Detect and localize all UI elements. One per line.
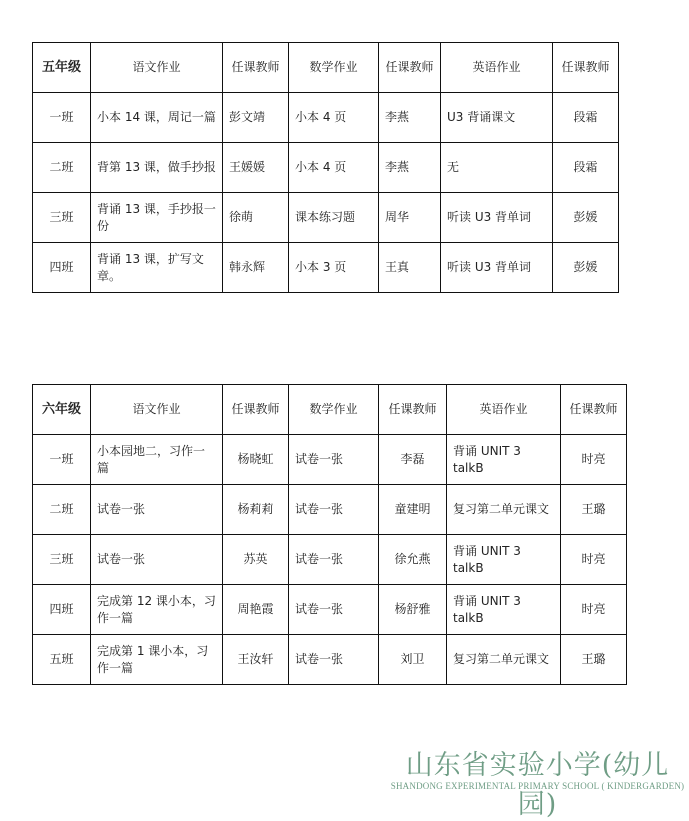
chinese-homework: 完成第 1 课小本，习作一篇 [91, 635, 223, 685]
english-header: 英语作业 [447, 385, 561, 435]
math-teacher: 李燕 [379, 93, 441, 143]
table-row [33, 485, 627, 535]
chinese-teacher: 徐萌 [223, 193, 289, 243]
english-homework: 无 [441, 143, 553, 193]
table-row [33, 435, 627, 485]
math-homework: 试卷一张 [289, 635, 379, 685]
table-row [33, 585, 627, 635]
math-homework: 试卷一张 [289, 435, 379, 485]
class-name: 一班 [33, 435, 91, 485]
chinese-teacher: 王汝轩 [223, 635, 289, 685]
math-teacher: 王真 [379, 243, 441, 293]
math-header: 数学作业 [289, 43, 379, 93]
teacher-header: 任课教师 [223, 385, 289, 435]
math-homework: 小本 4 页 [289, 143, 379, 193]
teacher-header: 任课教师 [379, 385, 447, 435]
table-header-row [33, 385, 627, 435]
grade-label: 六年级 [33, 385, 91, 435]
chinese-teacher: 彭文靖 [223, 93, 289, 143]
english-teacher: 王璐 [561, 635, 627, 685]
grade-label: 五年级 [33, 43, 91, 93]
teacher-header: 任课教师 [561, 385, 627, 435]
math-homework: 试卷一张 [289, 585, 379, 635]
table-row [33, 243, 619, 293]
chinese-homework: 小本园地二，习作一篇 [91, 435, 223, 485]
chinese-homework: 背诵 13 课，手抄报一份 [91, 193, 223, 243]
math-homework: 小本 4 页 [289, 93, 379, 143]
table-row [33, 193, 619, 243]
chinese-teacher: 韩永辉 [223, 243, 289, 293]
math-teacher: 童建明 [379, 485, 447, 535]
math-header: 数学作业 [289, 385, 379, 435]
grade6-homework-table [32, 384, 627, 685]
chinese-homework: 小本 14 课，周记一篇 [91, 93, 223, 143]
math-teacher: 李磊 [379, 435, 447, 485]
table-row [33, 93, 619, 143]
teacher-header: 任课教师 [379, 43, 441, 93]
english-teacher: 时亮 [561, 535, 627, 585]
teacher-header: 任课教师 [553, 43, 619, 93]
english-homework: 复习第二单元课文 [447, 485, 561, 535]
teacher-header: 任课教师 [223, 43, 289, 93]
chinese-homework: 试卷一张 [91, 535, 223, 585]
class-name: 三班 [33, 193, 91, 243]
class-name: 三班 [33, 535, 91, 585]
chinese-teacher: 王媛媛 [223, 143, 289, 193]
english-teacher: 彭媛 [553, 193, 619, 243]
table-row [33, 535, 627, 585]
math-homework: 课本练习题 [289, 193, 379, 243]
chinese-homework: 背第 13 课，做手抄报 [91, 143, 223, 193]
english-homework: 背诵 UNIT 3 talkB [447, 585, 561, 635]
math-teacher: 李燕 [379, 143, 441, 193]
english-teacher: 段霜 [553, 143, 619, 193]
math-teacher: 徐允燕 [379, 535, 447, 585]
class-name: 二班 [33, 143, 91, 193]
chinese-teacher: 杨莉莉 [223, 485, 289, 535]
class-name: 二班 [33, 485, 91, 535]
chinese-teacher: 杨晓虹 [223, 435, 289, 485]
math-homework: 试卷一张 [289, 535, 379, 585]
english-homework: 听读 U3 背单词 [441, 193, 553, 243]
math-teacher: 杨舒雅 [379, 585, 447, 635]
english-teacher: 王璐 [561, 485, 627, 535]
english-teacher: 段霜 [553, 93, 619, 143]
english-homework: 复习第二单元课文 [447, 635, 561, 685]
table-row [33, 143, 619, 193]
chinese-homework: 完成第 12 课小本，习作一篇 [91, 585, 223, 635]
school-logo-english: SHANDONG EXPERIMENTAL PRIMARY SCHOOL ( KINDERGARDEN) [390, 781, 685, 791]
english-homework: 背诵 UNIT 3 talkB [447, 535, 561, 585]
chinese-homework: 试卷一张 [91, 485, 223, 535]
class-name: 四班 [33, 243, 91, 293]
chinese-homework: 背诵 13 课，扩写文章。 [91, 243, 223, 293]
english-header: 英语作业 [441, 43, 553, 93]
english-teacher: 时亮 [561, 585, 627, 635]
grade5-homework-table [32, 42, 619, 293]
class-name: 四班 [33, 585, 91, 635]
math-teacher: 刘卫 [379, 635, 447, 685]
english-homework: 听读 U3 背单词 [441, 243, 553, 293]
class-name: 一班 [33, 93, 91, 143]
table-header-row [33, 43, 619, 93]
table-row [33, 635, 627, 685]
math-teacher: 周华 [379, 193, 441, 243]
class-name: 五班 [33, 635, 91, 685]
math-homework: 小本 3 页 [289, 243, 379, 293]
school-logo-chinese: 山东省实验小学(幼儿园) [405, 750, 670, 820]
english-teacher: 时亮 [561, 435, 627, 485]
math-homework: 试卷一张 [289, 485, 379, 535]
english-teacher: 彭媛 [553, 243, 619, 293]
chinese-teacher: 苏英 [223, 535, 289, 585]
chinese-header: 语文作业 [91, 385, 223, 435]
chinese-teacher: 周艳霞 [223, 585, 289, 635]
chinese-header: 语文作业 [91, 43, 223, 93]
english-homework: U3 背诵课文 [441, 93, 553, 143]
english-homework: 背诵 UNIT 3 talkB [447, 435, 561, 485]
